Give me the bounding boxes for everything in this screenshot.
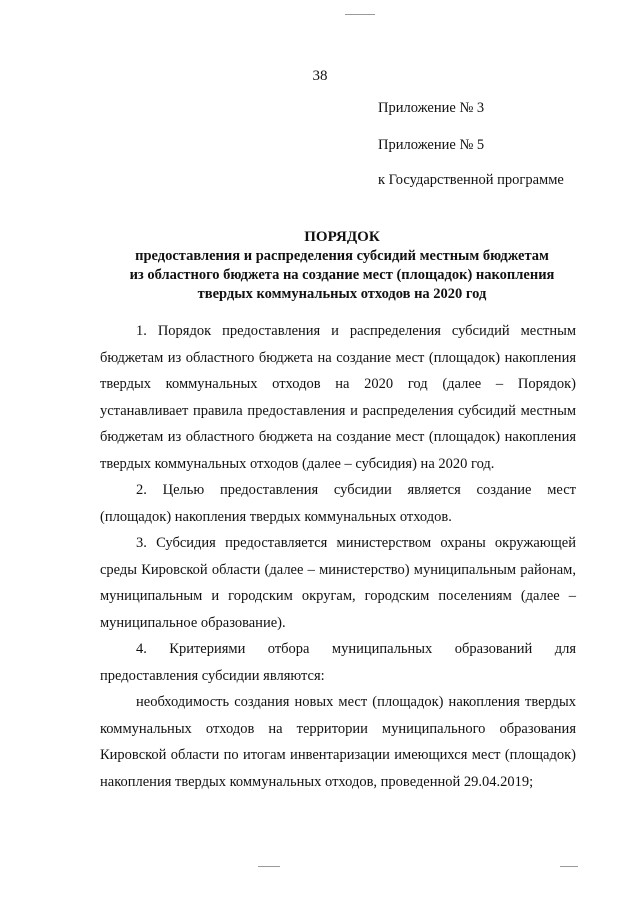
scan-artifact-top (345, 14, 375, 15)
paragraph-1: 1. Порядок предоставления и распределения субсидий местным бюджетам из областного бюджета на создание мест (площадок) накопления твердых коммунальных отходов на 2020 год (далее – Порядок) устанавливает правила предоставления и распределения субсидий местным бюджетам из областного бюджета на создание мест (площадок) накопления твердых коммунальных отходов (далее – субсидия) на 2020 год. (100, 323, 576, 472)
paragraph-2: 2. Целью предоставления субсидии является создание мест (площадок) накопления твердых коммунальных отходов. (100, 482, 576, 525)
paragraph-5: необходимость создания новых мест (площадок) накопления твердых коммунальных отходов на территории муниципального образования Кировской области по итогам инвентаризации имеющихся мест (площадок) накопления твердых коммунальных отходов, проведенной 29.04.2019; (100, 694, 576, 790)
annex-line-3: к Государственной программе (378, 172, 564, 188)
title-line-3: твердых коммунальных отходов на 2020 год (197, 286, 487, 302)
annex-line-2: Приложение № 5 (378, 137, 485, 153)
document-body (100, 318, 576, 795)
paragraph-3: 3. Субсидия предоставляется министерством охраны окружающей среды Кировской области (далее – министерство) муниципальным районам, муниципальным и городским округам, городским поселениям (далее – муниципальное образование). (100, 535, 576, 631)
scan-artifact-bottom-left (258, 866, 280, 867)
title-main: ПОРЯДОК (304, 229, 380, 245)
paragraph-4: 4. Критериями отбора муниципальных образований для предоставления субсидии являются: (100, 641, 576, 684)
title-line-2: из областного бюджета на создание мест (площадок) накопления (129, 267, 555, 283)
scan-artifact-bottom-right (560, 866, 578, 867)
document-title (100, 228, 584, 304)
page-number: 38 (312, 68, 328, 84)
title-line-1: предоставления и распределения субсидий местным бюджетам (135, 248, 549, 264)
annex-line-1: Приложение № 3 (378, 100, 485, 116)
